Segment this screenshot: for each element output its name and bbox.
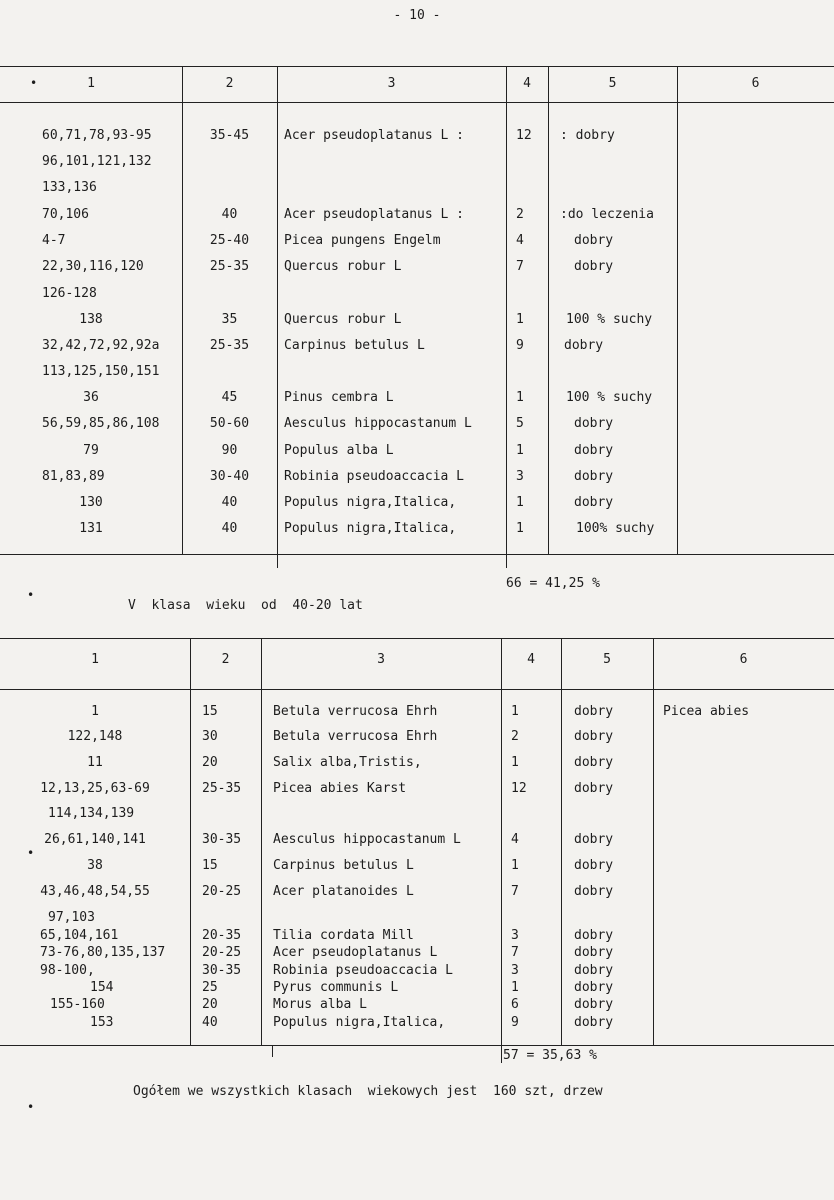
table2-cell-c1: 114,134,139: [48, 806, 135, 821]
table2-header-col6: 6: [739, 652, 748, 667]
table1-cell-c1: 70,106: [42, 207, 89, 222]
table1-cell-c3: Populus nigra,Italica,: [284, 495, 457, 510]
table2-cell-c4: 3: [511, 963, 519, 978]
table2-cell-c4: 6: [511, 997, 519, 1012]
table1-col-divider: [506, 66, 507, 554]
table2-cell-c1: 122,148: [67, 729, 123, 744]
table1-cell-c2: 35-45: [209, 128, 250, 143]
table2-tick: [501, 1045, 502, 1063]
table1-cell-c4: 12: [516, 128, 532, 143]
table2-cell-c1: 153: [90, 1015, 114, 1030]
table1-cell-c4: 1: [516, 312, 524, 327]
table1-cell-c3: Acer pseudoplatanus L :: [284, 128, 465, 143]
table1-cell-c4: 7: [516, 259, 524, 274]
table2-cell-c1: 12,13,25,63-69: [40, 781, 150, 796]
table2-cell-c2: 20-25: [202, 884, 242, 899]
table1-cell-c2: 25-35: [209, 338, 250, 353]
table2-tick: [272, 1045, 273, 1057]
table1-cell-c5: dobry: [564, 338, 604, 353]
age-class-heading: V klasa wieku od 40-20 lat: [128, 598, 363, 613]
table1-cell-c2: 50-60: [209, 416, 250, 431]
table2-cell-c3: Pyrus communis L: [273, 980, 399, 995]
table1-cell-c5: :do leczenia: [560, 207, 654, 222]
table1-cell-c4: 1: [516, 390, 524, 405]
table1-cell-c5: dobry: [574, 259, 614, 274]
table2-cell-c2: 30-35: [202, 963, 242, 978]
page-number: - 10 -: [393, 8, 441, 23]
table2-cell-c1: 26,61,140,141: [44, 832, 146, 847]
table2-cell-c1: 154: [90, 980, 114, 995]
table2-cell-c2: 20: [202, 755, 218, 770]
table1-bottom-rule: [0, 554, 834, 555]
table1-cell-c4: 9: [516, 338, 524, 353]
table1-cell-c2: 40: [221, 207, 238, 222]
table1-cell-c1: 113,125,150,151: [42, 364, 160, 379]
bullet-mark: •: [30, 76, 38, 90]
table2-cell-c1: 97,103: [48, 910, 95, 925]
table1-col-divider: [548, 66, 549, 554]
table2-cell-c2: 25-35: [202, 781, 242, 796]
table1-cell-c4: 5: [516, 416, 524, 431]
table1-cell-c1: 79: [83, 443, 99, 458]
table2-cell-c5: dobry: [574, 963, 614, 978]
table2-cell-c5: dobry: [574, 781, 614, 796]
table1-cell-c2: 40: [221, 495, 238, 510]
table2-cell-c3: Morus alba L: [273, 997, 367, 1012]
table2-cell-c2: 20: [202, 997, 218, 1012]
table2-cell-c5: dobry: [574, 884, 614, 899]
table2-cell-c3: Aesculus hippocastanum L: [273, 832, 461, 847]
table2-header-col2: 2: [221, 652, 230, 667]
table1-header-col2: 2: [225, 76, 234, 91]
table2-cell-c3: Acer platanoides L: [273, 884, 414, 899]
table1-summary: 66 = 41,25 %: [506, 576, 600, 591]
table2-header-col1: 1: [91, 652, 99, 667]
table1-header-col5: 5: [608, 76, 617, 91]
table1-cell-c3: Picea pungens Engelm: [284, 233, 441, 248]
table2-cell-c2: 20-35: [202, 928, 242, 943]
table2-cell-c2: 20-25: [202, 945, 242, 960]
table2-cell-c5: dobry: [574, 832, 614, 847]
table2-cell-c3: Betula verrucosa Ehrh: [273, 704, 438, 719]
table1-cell-c3: Populus alba L: [284, 443, 394, 458]
table1-cell-c3: Pinus cembra L: [284, 390, 394, 405]
table2-cell-c4: 12: [511, 781, 527, 796]
table2-bottom-rule: [0, 1045, 834, 1046]
table1-header-col3: 3: [387, 76, 396, 91]
table1-cell-c5: dobry: [574, 443, 614, 458]
table1-cell-c3: Robinia pseudoaccacia L: [284, 469, 465, 484]
table1-cell-c3: Quercus robur L: [284, 312, 402, 327]
table2-header-col4: 4: [527, 652, 535, 667]
table2-cell-c4: 1: [511, 980, 519, 995]
table2-col-divider: [501, 638, 502, 1045]
table1-header-col6: 6: [751, 76, 760, 91]
table1-cell-c2: 45: [221, 390, 238, 405]
table2-header-rule: [0, 689, 834, 690]
table2-cell-c3: Carpinus betulus L: [273, 858, 414, 873]
table1-cell-c1: 138: [79, 312, 103, 327]
table1-cell-c1: 131: [79, 521, 103, 536]
table2-cell-c3: Tilia cordata Mill: [273, 928, 414, 943]
bullet-mark: •: [27, 588, 35, 602]
table1-cell-c1: 32,42,72,92,92a: [42, 338, 160, 353]
footer-total-note: Ogółem we wszystkich klasach wiekowych jest 160 szt, drzew: [133, 1084, 603, 1099]
table2-cell-c1: 73-76,80,135,137: [40, 945, 166, 960]
table1-cell-c2: 35: [221, 312, 238, 327]
table1-cell-c1: 96,101,121,132: [42, 154, 152, 169]
table1-cell-c1: 60,71,78,93-95: [42, 128, 152, 143]
table1-cell-c4: 1: [516, 443, 524, 458]
table2-cell-c4: 7: [511, 884, 519, 899]
table2-cell-c1: 11: [87, 755, 103, 770]
table2-cell-c1: 65,104,161: [40, 928, 119, 943]
table2-summary: 57 = 35,63 %: [503, 1048, 597, 1063]
table2-cell-c4: 1: [511, 704, 519, 719]
table1-tick: [277, 554, 278, 568]
table1-cell-c2: 40: [221, 521, 238, 536]
table2-cell-c4: 3: [511, 928, 519, 943]
table1-cell-c4: 2: [516, 207, 524, 222]
table2-cell-c4: 1: [511, 858, 519, 873]
table1-cell-c5: 100 % suchy: [566, 312, 653, 327]
table2-cell-c2: 15: [202, 858, 218, 873]
table2-cell-c1: 38: [87, 858, 103, 873]
table2-cell-c4: 4: [511, 832, 519, 847]
table1-header-col1: 1: [87, 76, 95, 91]
table1-cell-c4: 1: [516, 495, 524, 510]
table1-cell-c1: 22,30,116,120: [42, 259, 144, 274]
table2-cell-c3: Robinia pseudoaccacia L: [273, 963, 454, 978]
table2-cell-c4: 1: [511, 755, 519, 770]
table1-cell-c1: 56,59,85,86,108: [42, 416, 160, 431]
table1-col-divider: [277, 66, 278, 554]
table1-cell-c5: 100% suchy: [576, 521, 655, 536]
table1-cell-c5: : dobry: [560, 128, 615, 143]
table1-cell-c3: Carpinus betulus L: [284, 338, 425, 353]
table2-cell-c3: Betula verrucosa Ehrh: [273, 729, 438, 744]
table2-cell-c2: 25: [202, 980, 218, 995]
table1-cell-c1: 130: [79, 495, 103, 510]
table1-cell-c3: Populus nigra,Italica,: [284, 521, 457, 536]
table2-cell-c4: 7: [511, 945, 519, 960]
bullet-mark: •: [27, 846, 35, 860]
table1-cell-c1: 36: [83, 390, 99, 405]
table1-cell-c2: 25-40: [209, 233, 250, 248]
table2-cell-c6: Picea abies: [663, 704, 750, 719]
table2-cell-c5: dobry: [574, 729, 614, 744]
table1-cell-c1: 133,136: [42, 180, 97, 195]
table2-cell-c1: 155-160: [50, 997, 105, 1012]
table2-top-rule: [0, 638, 834, 639]
table2-cell-c2: 30-35: [202, 832, 242, 847]
table1-cell-c5: dobry: [574, 495, 614, 510]
table2-cell-c3: Acer pseudoplatanus L: [273, 945, 438, 960]
table2-cell-c2: 30: [202, 729, 218, 744]
table1-top-rule: [0, 66, 834, 67]
table1-cell-c2: 90: [221, 443, 238, 458]
table2-header-col5: 5: [603, 652, 611, 667]
table2-cell-c4: 9: [511, 1015, 519, 1030]
table2-cell-c1: 43,46,48,54,55: [40, 884, 150, 899]
table2-cell-c3: Picea abies Karst: [273, 781, 407, 796]
table1-cell-c4: 4: [516, 233, 524, 248]
table1-cell-c1: 81,83,89: [42, 469, 105, 484]
table2-header-col3: 3: [377, 652, 385, 667]
table1-cell-c3: Aesculus hippocastanum L: [284, 416, 472, 431]
bullet-mark: •: [27, 1100, 35, 1114]
table2-cell-c5: dobry: [574, 755, 614, 770]
table1-tick: [506, 554, 507, 568]
table2-cell-c1: 1: [91, 704, 99, 719]
table2-cell-c5: dobry: [574, 1015, 614, 1030]
table2-cell-c3: Populus nigra,Italica,: [273, 1015, 446, 1030]
table2-col-divider: [561, 638, 562, 1045]
table1-cell-c5: 100 % suchy: [566, 390, 653, 405]
table2-cell-c4: 2: [511, 729, 519, 744]
table2-cell-c5: dobry: [574, 858, 614, 873]
table2-col-divider: [653, 638, 654, 1045]
table2-cell-c1: 98-100,: [40, 963, 95, 978]
table1-cell-c5: dobry: [574, 416, 614, 431]
table2-cell-c5: dobry: [574, 997, 614, 1012]
table2-cell-c5: dobry: [574, 945, 614, 960]
table2-cell-c2: 40: [202, 1015, 218, 1030]
table1-cell-c2: 30-40: [209, 469, 250, 484]
table1-cell-c3: Acer pseudoplatanus L :: [284, 207, 465, 222]
table1-cell-c5: dobry: [574, 233, 614, 248]
table1-cell-c2: 25-35: [209, 259, 250, 274]
table1-cell-c4: 1: [516, 521, 524, 536]
table1-cell-c1: 4-7: [42, 233, 66, 248]
table1-header-rule: [0, 102, 834, 103]
table2-cell-c2: 15: [202, 704, 218, 719]
table1-cell-c1: 126-128: [42, 286, 97, 301]
table2-cell-c5: dobry: [574, 704, 614, 719]
table1-cell-c3: Quercus robur L: [284, 259, 402, 274]
table1-header-col4: 4: [523, 76, 531, 91]
table1-cell-c5: dobry: [574, 469, 614, 484]
table1-cell-c4: 3: [516, 469, 524, 484]
table2-cell-c5: dobry: [574, 928, 614, 943]
table2-cell-c3: Salix alba,Tristis,: [273, 755, 422, 770]
table2-cell-c5: dobry: [574, 980, 614, 995]
